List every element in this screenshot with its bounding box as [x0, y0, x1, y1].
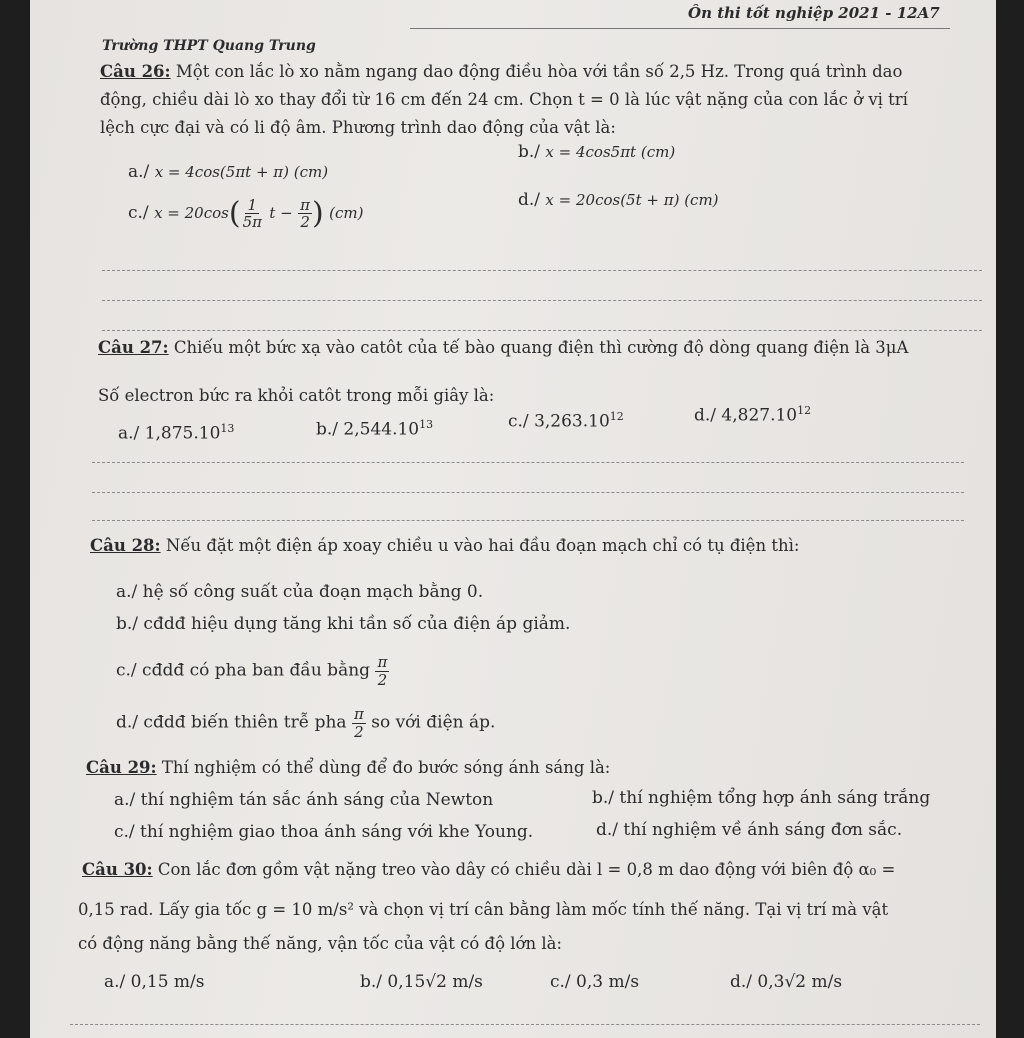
q29-label: Câu 29:: [86, 758, 157, 777]
q28-c-frac: $\frac{\pi}{2}$: [377, 653, 388, 689]
q26-c-unit: (cm): [329, 204, 364, 222]
q27-text-2: Số electron bức ra khỏi catôt trong mỗi giây là:: [98, 386, 495, 405]
q30-option-a[interactable]: a./ 0,15 m/s: [104, 972, 205, 992]
background-right: [996, 0, 1024, 1038]
q27-b-prefix: b./: [316, 419, 339, 440]
q26-option-c[interactable]: c./ x = 20cos( $\frac{1}{5\pi}$ t − $\frac{\pi}{2}$ ) (cm): [128, 195, 364, 231]
header-rule: [410, 28, 950, 29]
q27-b-base: 2,544.10: [343, 419, 420, 440]
q26-c-mid: t −: [269, 204, 293, 222]
q28-d-frac: $\frac{\pi}{2}$: [353, 705, 364, 741]
q27-a-base: 1,875.10: [144, 423, 221, 444]
q28-d-text: d./ cđdđ biến thiên trễ pha: [116, 712, 347, 733]
q27-b-exp: 13: [419, 418, 434, 431]
q26-c-frac1: $\frac{1}{5\pi}$: [242, 195, 262, 231]
q28-c-text: c./ cđdđ có pha ban đầu bằng: [116, 660, 371, 681]
q26-b-formula: x = 4cos5πt (cm): [545, 143, 676, 161]
q28-option-b[interactable]: b./ cđdđ hiệu dụng tăng khi tần số của điện áp giảm.: [116, 614, 571, 634]
q26-a-formula: x = 4cos(5πt + π) (cm): [154, 163, 329, 181]
q27-c-exp: 12: [609, 410, 624, 423]
q27-option-d[interactable]: [694, 404, 811, 426]
q27-option-b[interactable]: [316, 418, 433, 440]
q28-label: Câu 28:: [90, 536, 161, 555]
q28-line1: [90, 536, 799, 555]
q26-text-2: động, chiều dài lò xo thay đổi từ 16 cm đến 24 cm. Chọn t = 0 là lúc vật nặng của con lắc ở vị trí: [100, 90, 908, 109]
q30-option-b[interactable]: b./ 0,15√2 m/s: [360, 972, 483, 992]
answer-line: [92, 462, 964, 463]
answer-line: [102, 270, 982, 271]
q29-option-a[interactable]: a./ thí nghiệm tán sắc ánh sáng của Newton: [114, 790, 494, 810]
q26-text-3: lệch cực đại và có li độ âm. Phương trình dao động của vật là:: [100, 118, 616, 137]
answer-line: [102, 330, 982, 331]
q26-b-prefix: b./: [518, 142, 541, 162]
q29-option-b[interactable]: b./ thí nghiệm tổng hợp ánh sáng trắng: [592, 788, 931, 808]
q29-option-c[interactable]: c./ thí nghiệm giao thoa ánh sáng với khe Young.: [114, 822, 534, 842]
q26-c-lead: x = 20cos: [154, 204, 229, 222]
q27-d-prefix: d./: [694, 405, 717, 426]
answer-line: [92, 520, 964, 521]
q30-option-d[interactable]: d./ 0,3√2 m/s: [730, 972, 843, 992]
q26-c-prefix: c./: [128, 203, 149, 223]
q30-label: Câu 30:: [82, 860, 153, 879]
q27-a-prefix: a./: [118, 423, 140, 444]
q27-d-exp: 12: [797, 404, 812, 417]
q27-label: Câu 27:: [98, 338, 169, 357]
q26-line1: [100, 62, 902, 81]
q29-line1: [86, 758, 610, 777]
q30-text-1: Con lắc đơn gồm vật nặng treo vào dây có chiều dài l = 0,8 m dao động với biên độ α₀ =: [157, 860, 896, 879]
answer-line: [70, 1024, 980, 1025]
q26-option-d[interactable]: [518, 190, 719, 210]
q26-a-prefix: a./: [128, 162, 150, 182]
q29-text-1: Thí nghiệm có thể dùng để đo bước sóng ánh sáng là:: [161, 758, 611, 777]
q27-text-1: Chiếu một bức xạ vào catôt của tế bào quang điện thì cường độ dòng quang điện là 3μA: [173, 338, 909, 357]
exam-title: Ôn thi tốt nghiệp 2021 - 12A7: [688, 4, 940, 22]
q26-option-b[interactable]: [518, 142, 675, 162]
q26-d-prefix: d./: [518, 190, 541, 210]
q29-option-d[interactable]: d./ thí nghiệm về ánh sáng đơn sắc.: [596, 820, 903, 840]
answer-line: [102, 300, 982, 301]
q26-label: Câu 26:: [100, 62, 171, 81]
q27-c-base: 3,263.10: [534, 411, 610, 432]
q27-option-a[interactable]: [118, 422, 234, 444]
q28-text-1: Nếu đặt một điện áp xoay chiều u vào hai đầu đoạn mạch chỉ có tụ điện thì:: [165, 536, 800, 555]
q27-a-exp: 13: [220, 422, 235, 435]
q27-line1: [98, 338, 908, 357]
q28-option-d[interactable]: [116, 706, 495, 740]
q30-text-3: có động năng bằng thế năng, vận tốc của vật có độ lớn là:: [78, 934, 563, 953]
q26-option-a[interactable]: [128, 162, 328, 182]
background-left: [0, 0, 30, 1038]
q30-text-2: 0,15 rad. Lấy gia tốc g = 10 m/s² và chọn vị trí cân bằng làm mốc tính thế năng. Tại vị trí mà vật: [78, 900, 889, 919]
answer-line: [92, 492, 964, 493]
q30-line1: [82, 860, 895, 879]
school-name: Trường THPT Quang Trung: [102, 38, 316, 54]
q26-c-frac2: $\frac{\pi}{2}$: [300, 195, 311, 231]
q28-option-a[interactable]: a./ hệ số công suất của đoạn mạch bằng 0.: [116, 582, 484, 602]
q27-option-c[interactable]: [508, 410, 624, 432]
q28-option-c[interactable]: [116, 654, 389, 688]
q30-option-c[interactable]: c./ 0,3 m/s: [550, 972, 640, 992]
q26-text-1: Một con lắc lò xo nằm ngang dao động điều hòa với tần số 2,5 Hz. Trong quá trình dao: [175, 62, 903, 81]
q27-d-base: 4,827.10: [721, 405, 798, 426]
exam-page: [30, 0, 996, 1038]
q28-d-tail: so với điện áp.: [371, 712, 496, 733]
q26-d-formula: x = 20cos(5t + π) (cm): [545, 191, 719, 209]
q27-c-prefix: c./: [508, 411, 529, 432]
